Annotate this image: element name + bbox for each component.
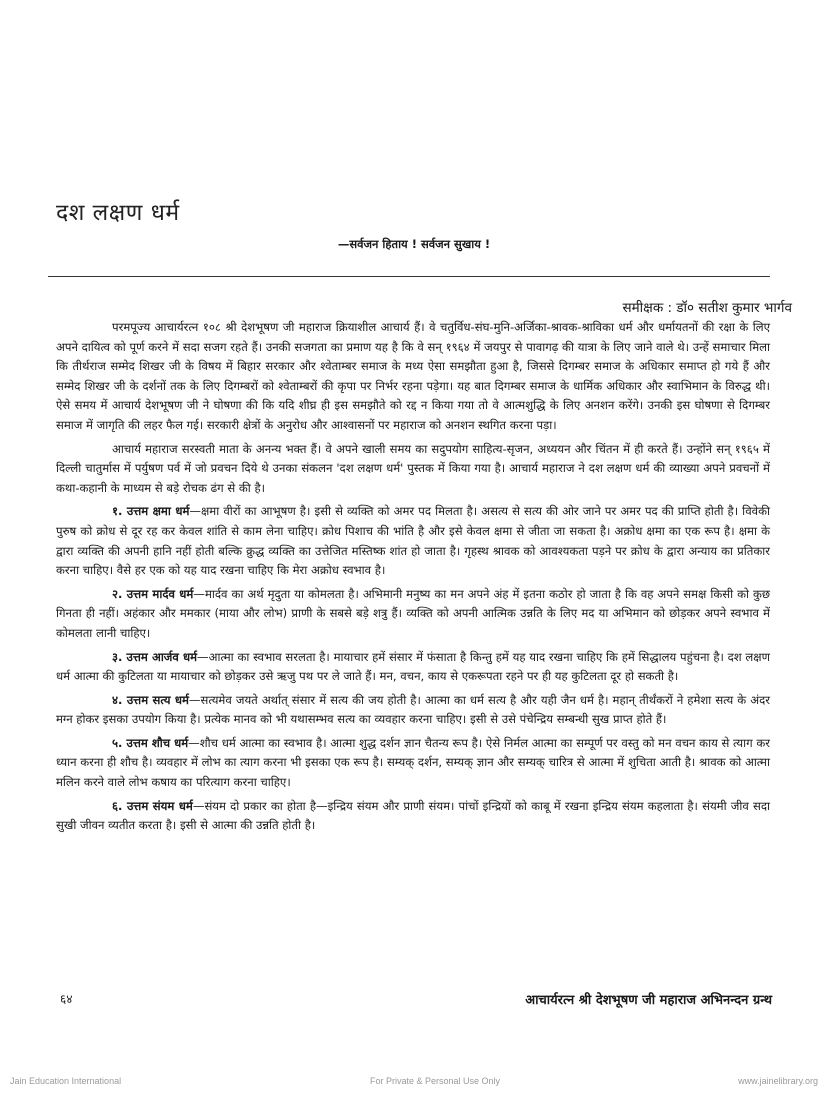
paragraph-text: आचार्य महाराज सरस्वती माता के अनन्य भक्त हैं। वे अपने खाली समय का सदुपयोग साहित्य-सृजन, अध्ययन और चिंतन में ही करते हैं। उन्होंने सन् १९६५ में दिल्ली चातुर्मास में पर्युषण पर्व में जो प्रवचन दिये थे उनका संकलन 'दश लक्षण धर्म' पुस्तक में किया गया है। आचार्य महाराज ने दश लक्षण धर्म की व्याख्या अपने प्रवचनों में कथा-कहानी के माध्यम से बड़े रोचक ढंग से की है। [56,441,770,495]
section-heading: ६. उत्तम संयम धर्म [112,798,193,813]
section-heading: ३. उत्तम आर्जव धर्म [112,649,198,664]
paragraph-intro-2 [56,440,770,499]
paragraph-text: —क्षमा वीरों का आभूषण है। इसी से व्यक्ति को अमर पद मिलता है। असत्य से सत्य की ओर जाने पर अमर पद की प्राप्ति होती है। विवेकी पुरुष को क्रोध से दूर रह कर केवल शांति से काम लेना चाहिए। क्रोध पिशाच की भांति है और इसे केवल क्षमा से जीता जा सकता है। अक्रोध क्षमा का एक रूप है। क्षमा के द्वारा व्यक्ति की अपनी हानि नहीं होती बल्कि क्रुद्ध व्यक्ति का उत्तेजित मस्तिष्क शांत हो जाता है। गृहस्थ श्रावक को आवश्यकता पड़ने पर क्रोध के द्वारा अन्याय का प्रतिकार करना चाहिए। वैसे हर एक को यह याद रखना चाहिए कि मेरा अक्रोध स्वभाव है। [56,504,770,578]
paragraph-text: —मार्दव का अर्थ मृदुता या कोमलता है। अभिमानी मनुष्य का मन अपने अंह में इतना कठोर हो जाता है कि वह अपने समक्ष किसी को कुछ गिनता ही नहीं। अहंकार और ममकार (माया और लोभ) प्राणी के सबसे बड़े शत्रु हैं। व्यक्ति को अपनी आत्मिक उन्नति के लिए मद या अभिमान को छोड़कर अपने स्वभाव में कोमलता लानी चाहिए। [56,586,770,640]
divider [48,276,770,277]
watermark-url[interactable]: www.jainelibrary.org [738,1076,818,1086]
paragraph-text: —शौच धर्म आत्मा का स्वभाव है। आत्मा शुद्ध दर्शन ज्ञान चैतन्य रूप है। ऐसे निर्मल आत्मा का सम्पूर्ण पर वस्तु को मन वचन काय से त्याग कर ध्यान करना ही शौच है। व्यवहार में लोभ का त्याग करना भी इसका एक रूप है। सम्यक् दर्शन, सम्यक् ज्ञान और सम्यक् चारित्र से आत्मा में शुचिता आती है। श्रावक को आत्मा मलिन करने वाले लोभ कषाय का परित्याग करना चाहिए। [56,735,770,790]
paragraph-sanyam [56,797,770,836]
page-number: ६४ [60,992,73,1006]
paragraph-text: —आत्मा का स्वभाव सरलता है। मायाचार हमें संसार में फंसाता है किन्तु हमें यह याद रखना चाहिए कि हमें सिद्धालय पहुंचना है। दश लक्षण धर्म आत्मा की कुटिलता या मायाचार को छोड़कर उसे ऋजु पथ पर ले जाते हैं। मन, वचन, काय से एकरूपता रहने पर ही यह कुटिलता दूर हो सकती है। [56,649,770,684]
paragraph-text: —सत्यमेव जयते अर्थात् संसार में सत्य की जय होती है। आत्मा का धर्म सत्य है और यही जैन धर्म है। महान् तीर्थंकरों ने हमेशा सत्य के अंदर मग्न होकर इसका उपयोग किया है। प्रत्येक मानव को भी यथासम्भव सत्य का व्यवहार करना चाहिए। इसी से उसे पंचेन्द्रिय सम्बन्धी सुख प्राप्त होते हैं। [56,692,770,727]
watermark-publisher: Jain Education International [10,1076,122,1086]
section-heading: २. उत्तम मार्दव धर्म [112,586,194,601]
motto: —सर्वजन हिताय ! सर्वजन सुखाय ! [337,237,491,251]
section-heading: १. उत्तम क्षमा धर्म [112,504,190,519]
page-title: दश लक्षण धर्म [56,200,180,227]
reviewer-credit: समीक्षक : डॉ० सतीश कुमार भार्गव [622,300,792,316]
paragraph-shauch [56,734,770,793]
watermark-usage: For Private & Personal Use Only [370,1076,501,1086]
paragraph-mardav [56,585,770,644]
paragraph-text: —संयम दो प्रकार का होता है—इन्द्रिय संयम और प्राणी संयम। पांचों इन्द्रियों को काबू में रखना इन्द्रिय संयम कहलाता है। संयमी जीव सदा सुखी जीवन व्यतीत करता है। इसी से आत्मा की उन्नति होती है। [56,798,770,833]
paragraph-kshama [56,502,770,580]
section-heading: ५. उत्तम शौच धर्म [112,735,189,750]
article-body [56,318,770,840]
section-heading: ४. उत्तम सत्य धर्म [112,692,189,707]
paragraph-arjav [56,648,770,687]
paragraph-intro-1 [56,318,770,436]
paragraph-satya [56,691,770,730]
paragraph-text: परमपूज्य आचार्यरत्न १०८ श्री देशभूषण जी महाराज क्रियाशील आचार्य हैं। वे चतुर्विध-संघ-मुनि-अर्जिका-श्रावक-श्राविका धर्म और धर्मायतनों की रक्षा के लिए अपने दायित्व को पूर्ण करने में सदा सजग रहते हैं। उनकी सजगता का प्रमाण यह है कि वे सन् १९६४ में जयपुर से पावागढ़ की यात्रा के लिए जाने वाले थे। उन्हें समाचार मिला कि तीर्थराज सम्मेद शिखर जी के विषय में बिहार सरकार और श्वेताम्बर समाज के मध्य ऐसा समझौता हुआ है, जिससे दिगम्बर समाज के अधिकार समाप्त हो गये हैं और सम्मेद शिखर जी के दर्शनों तक के लिए दिगम्बरों को श्वेताम्बरों की कृपा पर निर्भर रहना पड़ेगा। यह बात दिगम्बर समाज के धार्मिक अधिकार और स्वाभिमान के विरुद्ध थी। ऐसे समय में आचार्य देशभूषण जी ने घोषणा की कि यदि शीघ्र ही इस समझौते को रद्द न किया गया तो वे आत्मशुद्धि के लिए अनशन करेंगे। उनकी इस घोषणा से दिगम्बर समाज में जागृति की लहर फैल गई। सरकारी क्षेत्रों के अनुरोध और आश्वासनों पर महाराज को अनशन स्थगित करना पड़ा। [56,320,770,432]
running-title: आचार्यरत्न श्री देशभूषण जी महाराज अभिनन्दन ग्रन्थ [525,993,772,1008]
